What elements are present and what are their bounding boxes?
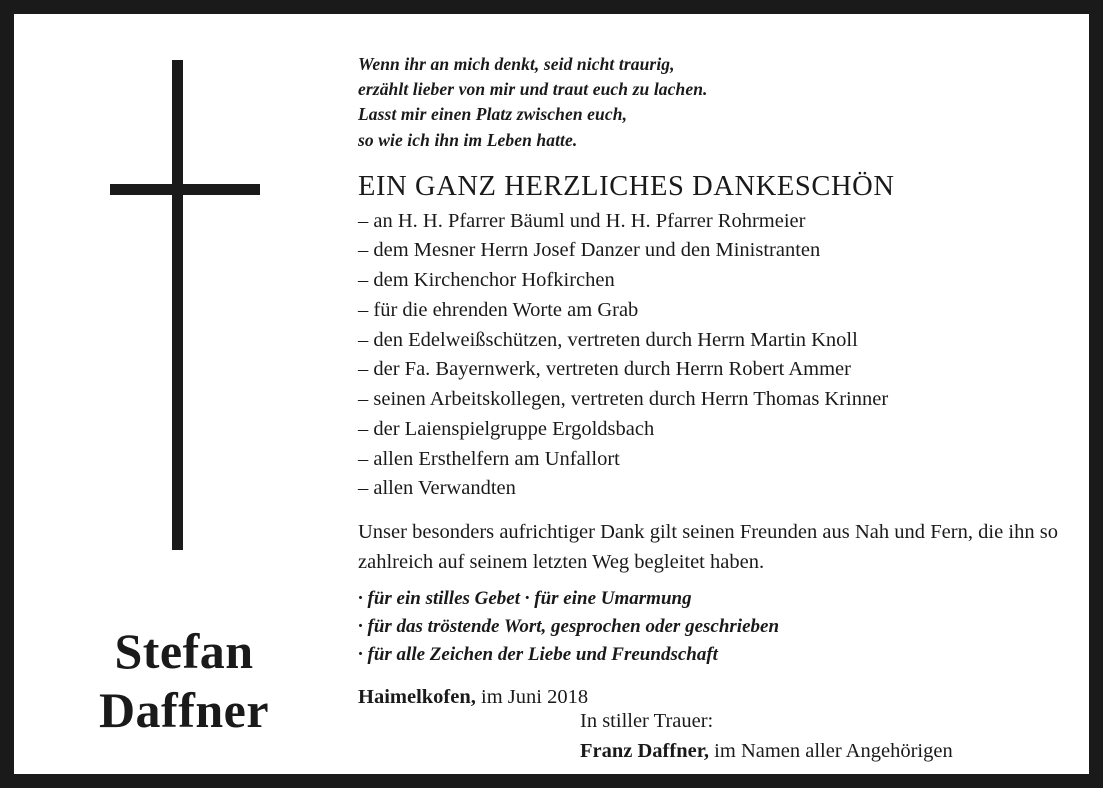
cross-vertical-bar — [172, 60, 183, 550]
date-text: im Juni 2018 — [475, 686, 589, 709]
memorial-verse — [358, 52, 1068, 153]
verse-line-2: erzählt lieber von mir und traut euch zu lachen. — [358, 79, 708, 100]
verse-line-4: so wie ich ihn im Leben hatte. — [358, 129, 578, 150]
verse-line-3: Lasst mir einen Platz zwischen euch, — [358, 104, 628, 125]
place-and-date — [358, 686, 1068, 709]
list-item: – allen Ersthelfern am Unfallort — [358, 447, 620, 470]
verse-line-1: Wenn ihr an mich denkt, seid nicht traurig, — [358, 54, 675, 74]
mourning-block — [580, 707, 953, 766]
bullet-item: · für das tröstende Wort, gesprochen oder geschrieben — [358, 616, 780, 638]
deceased-last-name: Daffner — [98, 682, 270, 738]
list-item: – der Fa. Bayernwerk, vertreten durch Herrn Robert Ammer — [358, 358, 851, 381]
thanks-headline: EIN GANZ HERZLICHES DANKESCHÖN — [358, 170, 895, 202]
list-item: – dem Mesner Herrn Josef Danzer und den Ministranten — [358, 239, 821, 262]
list-item: – den Edelweißschützen, vertreten durch Herrn Martin Knoll — [358, 328, 858, 351]
thanks-bullets — [358, 585, 1068, 669]
list-item: – seinen Arbeitskollegen, vertreten durch Herrn Thomas Krinner — [358, 388, 889, 411]
mourning-names — [580, 737, 953, 767]
list-item: – der Laienspielgruppe Ergoldsbach — [358, 417, 655, 440]
mourner-name: Franz Daffner, — [580, 739, 710, 762]
card-inner — [14, 14, 1089, 774]
deceased-name — [34, 622, 334, 740]
cross-icon — [110, 60, 260, 550]
bullet-item: · für ein stilles Gebet · für eine Umarmung — [358, 588, 692, 610]
text-column — [358, 52, 1068, 762]
place-name: Haimelkofen, — [358, 686, 476, 709]
bullet-item: · für alle Zeichen der Liebe und Freundschaft — [358, 644, 718, 666]
mourner-suffix: im Namen aller Angehörigen — [709, 739, 953, 762]
thanks-list — [358, 207, 1068, 504]
list-item: – dem Kirchenchor Hofkirchen — [358, 269, 615, 292]
mourning-label: In stiller Trauer: — [580, 710, 714, 732]
deceased-first-name: Stefan — [114, 623, 254, 679]
cross-horizontal-bar — [110, 184, 260, 195]
list-item: – an H. H. Pfarrer Bäuml und H. H. Pfarrer Rohrmeier — [358, 209, 806, 232]
list-item: – allen Verwandten — [358, 477, 516, 500]
thanks-paragraph: Unser besonders aufrichtiger Dank gilt seinen Freunden aus Nah und Fern, die ihn so zahlreich auf seinem letzten Weg begleitet haben. — [358, 520, 1058, 573]
list-item: – für die ehrenden Worte am Grab — [358, 298, 639, 321]
